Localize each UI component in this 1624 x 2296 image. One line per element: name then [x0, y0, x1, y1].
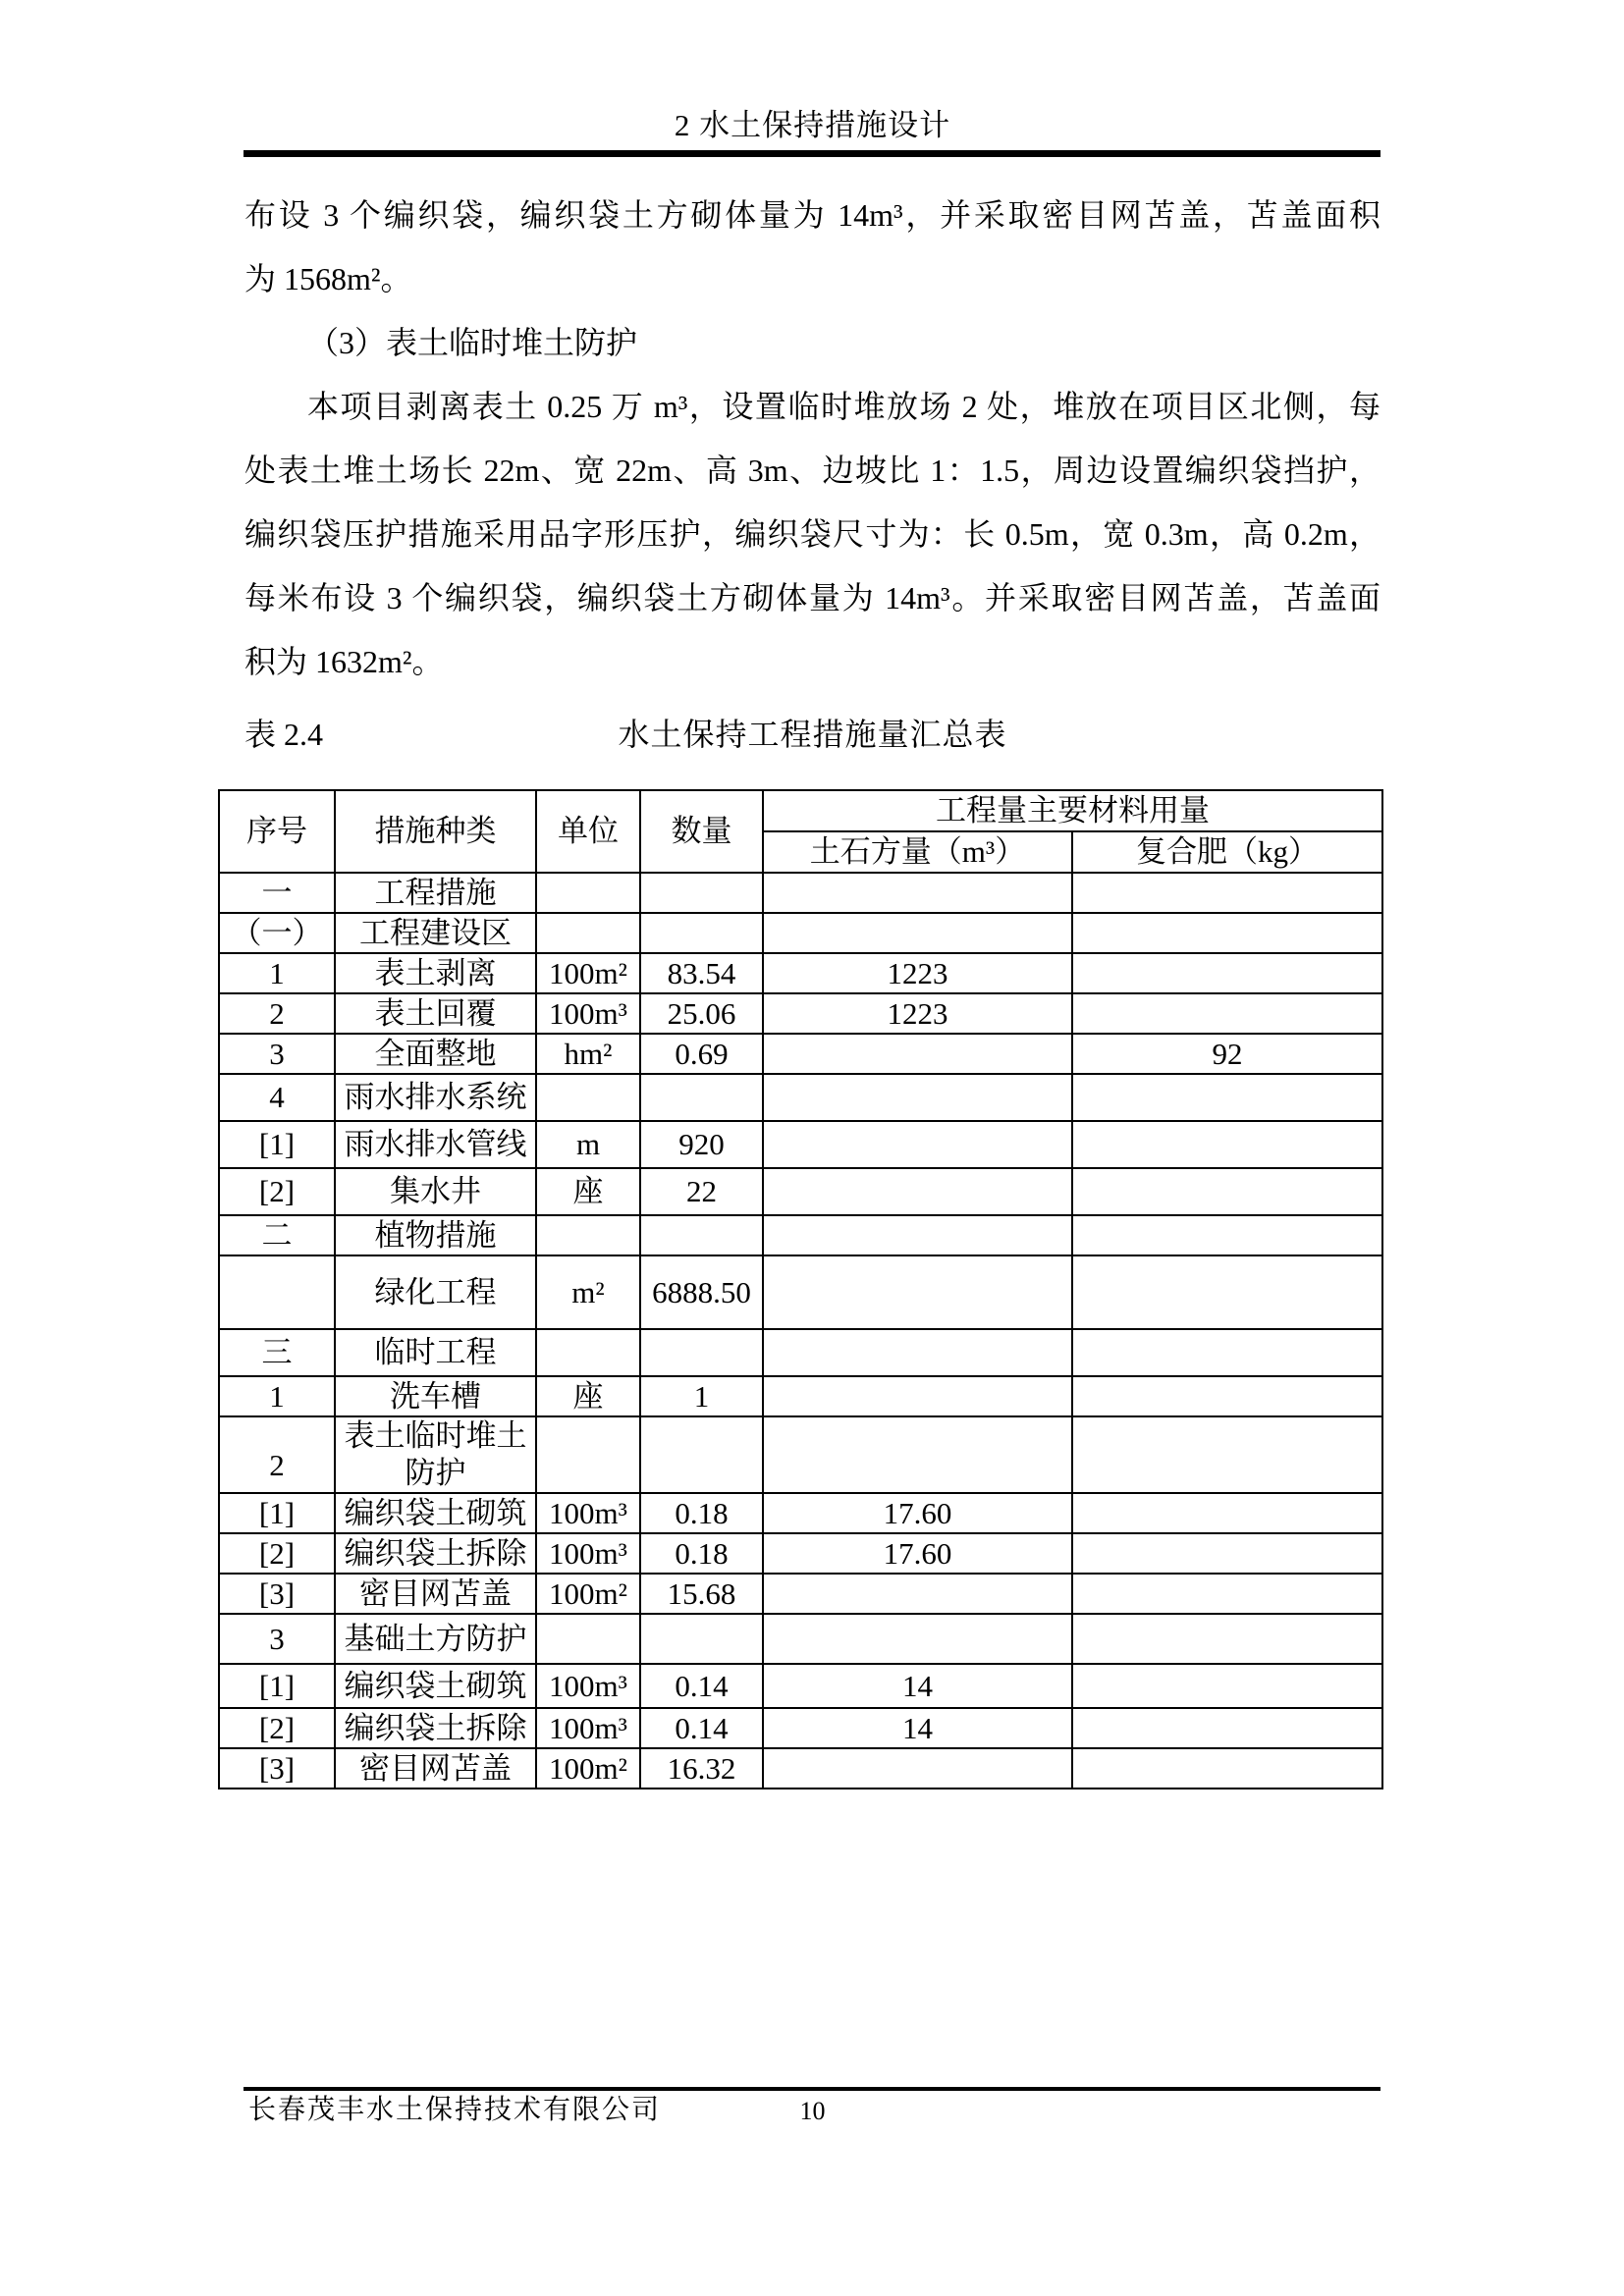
cell-earthwork	[763, 1215, 1072, 1255]
cell-qty: 16.32	[640, 1748, 763, 1789]
cell-measure: 工程建设区	[335, 913, 536, 953]
table-row	[219, 993, 1382, 1034]
table-row	[219, 1533, 1382, 1574]
footer-rule	[244, 2087, 1380, 2091]
cell-fertilizer	[1072, 1121, 1382, 1168]
cell-earthwork	[763, 1614, 1072, 1664]
table-row	[219, 1376, 1382, 1416]
cell-earthwork: 14	[763, 1664, 1072, 1708]
cell-qty: 6888.50	[640, 1255, 763, 1329]
text-line: 积为 1632m²。	[244, 644, 444, 679]
cell-seq: [1]	[219, 1493, 335, 1533]
table-caption	[244, 703, 1380, 767]
text-line: （3）表土临时堆土防护	[307, 325, 638, 360]
cell-measure: 绿化工程	[335, 1255, 536, 1329]
table-caption-label: 表 2.4	[244, 717, 324, 752]
table-row	[219, 1329, 1382, 1376]
header-rule	[244, 150, 1380, 157]
cell-fertilizer	[1072, 1074, 1382, 1121]
cell-unit: 100m²	[536, 1748, 640, 1789]
table-row	[219, 1574, 1382, 1614]
cell-earthwork	[763, 1121, 1072, 1168]
text-line: 布设 3 个编织袋，编织袋土方砌体量为 14m³，并采取密目网苫盖，苫盖面积	[244, 197, 1380, 233]
cell-unit: m²	[536, 1255, 640, 1329]
cell-qty	[640, 1074, 763, 1121]
cell-unit: 100m³	[536, 1708, 640, 1748]
cell-unit	[536, 873, 640, 913]
cell-earthwork	[763, 1376, 1072, 1416]
header-cell-measure: 措施种类	[335, 790, 536, 873]
cell-measure: 雨水排水系统	[335, 1074, 536, 1121]
cell-fertilizer: 92	[1072, 1034, 1382, 1074]
cell-seq: 一	[219, 873, 335, 913]
table-row	[219, 1416, 1382, 1493]
cell-seq: 2	[219, 1416, 335, 1493]
cell-fertilizer	[1072, 1748, 1382, 1789]
cell-measure: 全面整地	[335, 1034, 536, 1074]
cell-qty: 0.18	[640, 1533, 763, 1574]
cell-measure: 洗车槽	[335, 1376, 536, 1416]
cell-seq: [1]	[219, 1664, 335, 1708]
cell-qty: 15.68	[640, 1574, 763, 1614]
cell-unit	[536, 1614, 640, 1664]
cell-fertilizer	[1072, 1574, 1382, 1614]
cell-unit: 100m³	[536, 1533, 640, 1574]
cell-qty	[640, 913, 763, 953]
cell-qty: 0.14	[640, 1664, 763, 1708]
cell-seq: 二	[219, 1215, 335, 1255]
header-cell-unit: 单位	[536, 790, 640, 873]
cell-seq: 1	[219, 953, 335, 993]
cell-earthwork	[763, 1034, 1072, 1074]
cell-fertilizer	[1072, 953, 1382, 993]
cell-earthwork	[763, 913, 1072, 953]
table-row	[219, 1121, 1382, 1168]
cell-seq: [2]	[219, 1168, 335, 1215]
header-cell-fertilizer: 复合肥（kg）	[1072, 831, 1382, 873]
cell-earthwork	[763, 873, 1072, 913]
table-body	[219, 873, 1382, 1789]
cell-seq	[219, 1255, 335, 1329]
table-row	[219, 1748, 1382, 1789]
cell-measure: 密目网苫盖	[335, 1748, 536, 1789]
cell-qty	[640, 1614, 763, 1664]
table-caption-title: 水土保持工程措施量汇总表	[618, 717, 1007, 752]
cell-measure: 植物措施	[335, 1215, 536, 1255]
cell-fertilizer	[1072, 1168, 1382, 1215]
cell-unit: 100m²	[536, 953, 640, 993]
cell-fertilizer	[1072, 913, 1382, 953]
cell-measure: 密目网苫盖	[335, 1574, 536, 1614]
cell-seq: [3]	[219, 1748, 335, 1789]
cell-measure: 临时工程	[335, 1329, 536, 1376]
cell-unit: 100m³	[536, 1493, 640, 1533]
cell-measure: 基础土方防护	[335, 1614, 536, 1664]
table-row	[219, 913, 1382, 953]
table-row	[219, 1168, 1382, 1215]
cell-seq: 3	[219, 1614, 335, 1664]
cell-fertilizer	[1072, 1329, 1382, 1376]
cell-fertilizer	[1072, 1215, 1382, 1255]
cell-qty: 1	[640, 1376, 763, 1416]
cell-qty	[640, 1416, 763, 1493]
cell-earthwork: 1223	[763, 953, 1072, 993]
cell-qty: 83.54	[640, 953, 763, 993]
cell-unit: 100m³	[536, 993, 640, 1034]
cell-fertilizer	[1072, 1493, 1382, 1533]
cell-earthwork	[763, 1168, 1072, 1215]
cell-seq: [2]	[219, 1533, 335, 1574]
cell-measure: 表土临时堆土防护	[335, 1416, 536, 1493]
cell-measure: 编织袋土砌筑	[335, 1664, 536, 1708]
table-row	[219, 953, 1382, 993]
text-line: 本项目剥离表土 0.25 万 m³，设置临时堆放场 2 处，堆放在项目区北侧，每	[307, 389, 1380, 424]
table-row	[219, 1493, 1382, 1533]
cell-qty	[640, 1329, 763, 1376]
cell-fertilizer	[1072, 1614, 1382, 1664]
header-cell-materials-group: 工程量主要材料用量	[763, 790, 1382, 831]
table-row	[219, 873, 1382, 913]
text-line: 编织袋压护措施采用品字形压护，编织袋尺寸为：长 0.5m，宽 0.3m，高 0.2m，	[244, 516, 1380, 552]
cell-earthwork	[763, 1748, 1072, 1789]
page-header-title: 2 水土保持措施设计	[674, 108, 951, 142]
cell-seq: 2	[219, 993, 335, 1034]
cell-measure: 编织袋土砌筑	[335, 1493, 536, 1533]
cell-measure: 表土剥离	[335, 953, 536, 993]
cell-earthwork	[763, 1255, 1072, 1329]
cell-earthwork: 14	[763, 1708, 1072, 1748]
cell-measure: 编织袋土拆除	[335, 1708, 536, 1748]
cell-unit	[536, 913, 640, 953]
table-row	[219, 1215, 1382, 1255]
cell-measure: 工程措施	[335, 873, 536, 913]
cell-qty: 0.14	[640, 1708, 763, 1748]
cell-seq: 3	[219, 1034, 335, 1074]
cell-qty: 0.18	[640, 1493, 763, 1533]
header-cell-earthwork: 土石方量（m³）	[763, 831, 1072, 873]
cell-fertilizer	[1072, 1376, 1382, 1416]
header-cell-qty: 数量	[640, 790, 763, 873]
table-row	[219, 1074, 1382, 1121]
cell-unit: hm²	[536, 1034, 640, 1074]
cell-measure: 雨水排水管线	[335, 1121, 536, 1168]
cell-fertilizer	[1072, 993, 1382, 1034]
header-cell-seq: 序号	[219, 790, 335, 873]
cell-unit	[536, 1215, 640, 1255]
cell-fertilizer	[1072, 1255, 1382, 1329]
cell-fertilizer	[1072, 1664, 1382, 1708]
cell-qty: 25.06	[640, 993, 763, 1034]
cell-qty: 0.69	[640, 1034, 763, 1074]
cell-earthwork	[763, 1574, 1072, 1614]
footer-company: 长春茂丰水土保持技术有限公司	[248, 2095, 662, 2125]
table-row	[219, 1664, 1382, 1708]
cell-unit	[536, 1416, 640, 1493]
body-text	[244, 184, 1380, 694]
cell-earthwork	[763, 1416, 1072, 1493]
cell-fertilizer	[1072, 1416, 1382, 1493]
text-line: 为 1568m²。	[244, 261, 412, 296]
cell-earthwork	[763, 1074, 1072, 1121]
cell-earthwork: 17.60	[763, 1493, 1072, 1533]
cell-earthwork: 1223	[763, 993, 1072, 1034]
cell-measure: 表土回覆	[335, 993, 536, 1034]
cell-fertilizer	[1072, 873, 1382, 913]
cell-seq: [3]	[219, 1574, 335, 1614]
cell-unit: 100m³	[536, 1664, 640, 1708]
cell-fertilizer	[1072, 1708, 1382, 1748]
table-row	[219, 1614, 1382, 1664]
cell-unit: 座	[536, 1168, 640, 1215]
cell-measure: 编织袋土拆除	[335, 1533, 536, 1574]
cell-seq: 4	[219, 1074, 335, 1121]
cell-qty	[640, 1215, 763, 1255]
cell-seq: [2]	[219, 1708, 335, 1748]
cell-seq: （一）	[219, 913, 335, 953]
cell-qty: 22	[640, 1168, 763, 1215]
footer-page-number: 10	[799, 2097, 826, 2125]
cell-seq: 三	[219, 1329, 335, 1376]
cell-measure: 集水井	[335, 1168, 536, 1215]
cell-qty: 920	[640, 1121, 763, 1168]
table-row	[219, 1034, 1382, 1074]
cell-qty	[640, 873, 763, 913]
table-row	[219, 1708, 1382, 1748]
cell-unit	[536, 1074, 640, 1121]
cell-seq: [1]	[219, 1121, 335, 1168]
summary-table	[218, 789, 1383, 1789]
cell-earthwork	[763, 1329, 1072, 1376]
table-header-row-1	[219, 790, 1382, 831]
cell-unit	[536, 1329, 640, 1376]
cell-unit: 100m²	[536, 1574, 640, 1614]
cell-seq: 1	[219, 1376, 335, 1416]
text-line: 处表土堆土场长 22m、宽 22m、高 3m、边坡比 1：1.5，周边设置编织袋挡护，	[244, 453, 1380, 488]
table-row	[219, 1255, 1382, 1329]
text-line: 每米布设 3 个编织袋，编织袋土方砌体量为 14m³。并采取密目网苫盖，苫盖面	[244, 580, 1380, 615]
cell-fertilizer	[1072, 1533, 1382, 1574]
cell-earthwork: 17.60	[763, 1533, 1072, 1574]
cell-unit: m	[536, 1121, 640, 1168]
cell-unit: 座	[536, 1376, 640, 1416]
